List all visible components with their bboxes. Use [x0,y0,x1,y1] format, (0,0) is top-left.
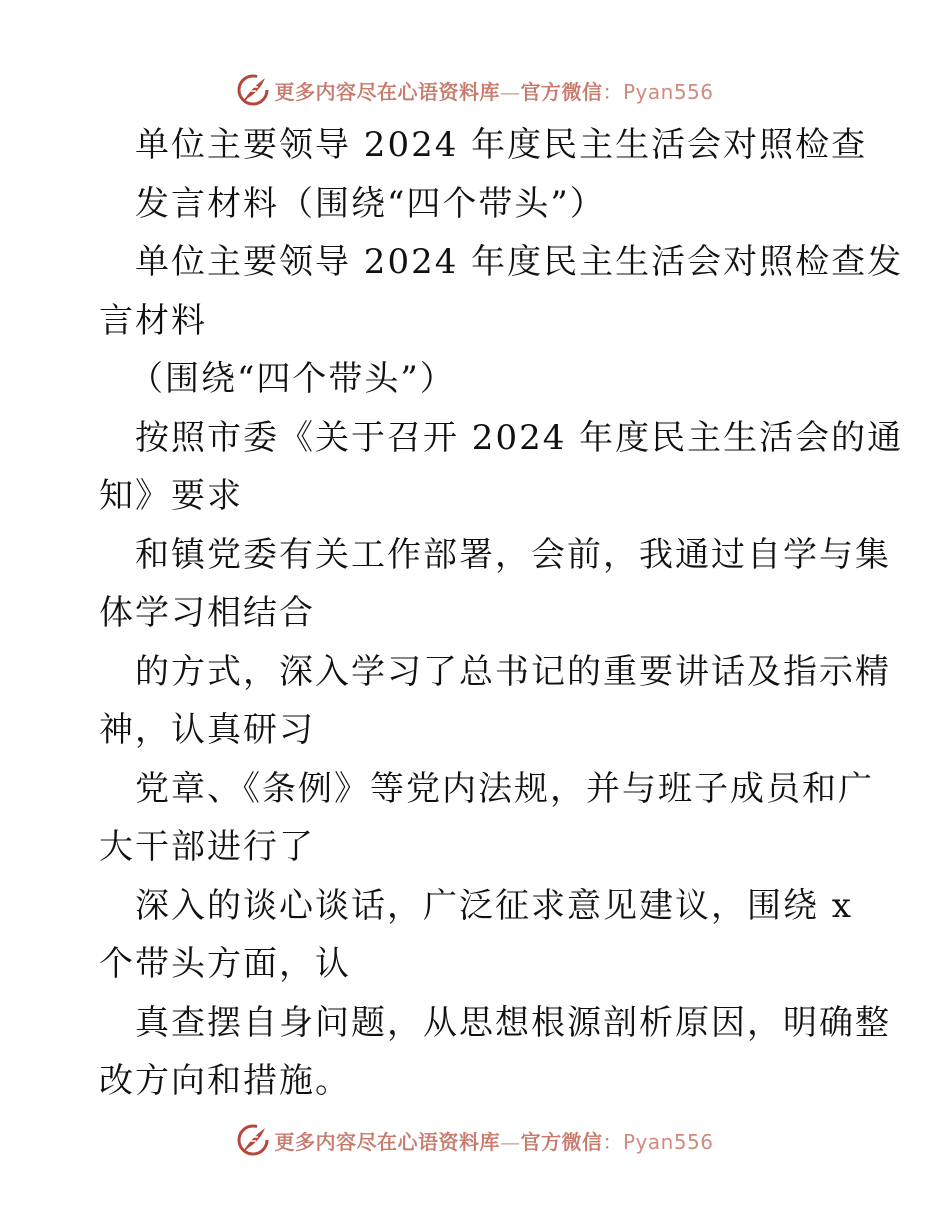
banner-colon: ： [602,79,623,104]
banner-contact-label: 官方微信 [520,79,603,104]
banner-slogan: 更多内容尽在心语资料库 [274,79,500,104]
paragraph-line: 按照市委《关于召开 2024 年度民主生活会的通 [135,417,904,458]
document-body [99,116,904,1111]
title-line-2: 发言材料（围绕“四个带头”） [135,183,606,224]
paragraph-line: 真查摆自身问题，从思想根源剖析原因，明确整 [135,1002,891,1043]
paragraph-line: 知》要求 [99,476,243,516]
header-banner [0,73,950,107]
quill-logo-icon [236,73,270,107]
paragraph-line: 大干部进行了 [99,827,315,867]
banner-account: Pyan556 [622,1129,714,1154]
paragraph-line: 个带头方面，认 [99,944,351,984]
heading-line-1: 单位主要领导 2024 年度民主生活会对照检查发 [135,242,904,282]
banner-colon: ： [602,1129,623,1154]
paragraph-line: 党章、《条例》等党内法规，并与班子成员和广 [135,768,874,809]
title-line-1: 单位主要领导 2024 年度民主生活会对照检查 [135,125,868,165]
banner-slogan: 更多内容尽在心语资料库 [274,1129,500,1154]
paragraph-line: 改方向和措施。 [99,1061,351,1101]
footer-banner [0,1123,950,1157]
heading-line-2: 言材料 [99,300,207,341]
paragraph-line: 的方式，深入学习了总书记的重要讲话及指示精 [135,651,891,692]
quill-logo-icon [236,1123,270,1157]
banner-separator: — [499,79,521,104]
banner-account: Pyan556 [622,79,714,104]
paragraph-line: 深入的谈心谈话，广泛征求意见建议，围绕 x [135,885,853,926]
paragraph-line: 和镇党委有关工作部署，会前，我通过自学与集 [135,534,891,575]
paragraph-line: 神，认真研习 [99,710,315,750]
paragraph-line: 体学习相结合 [99,593,315,633]
banner-contact-label: 官方微信 [520,1129,603,1154]
banner-separator: — [499,1129,521,1154]
heading-line-3: （围绕“四个带头”） [129,359,456,399]
